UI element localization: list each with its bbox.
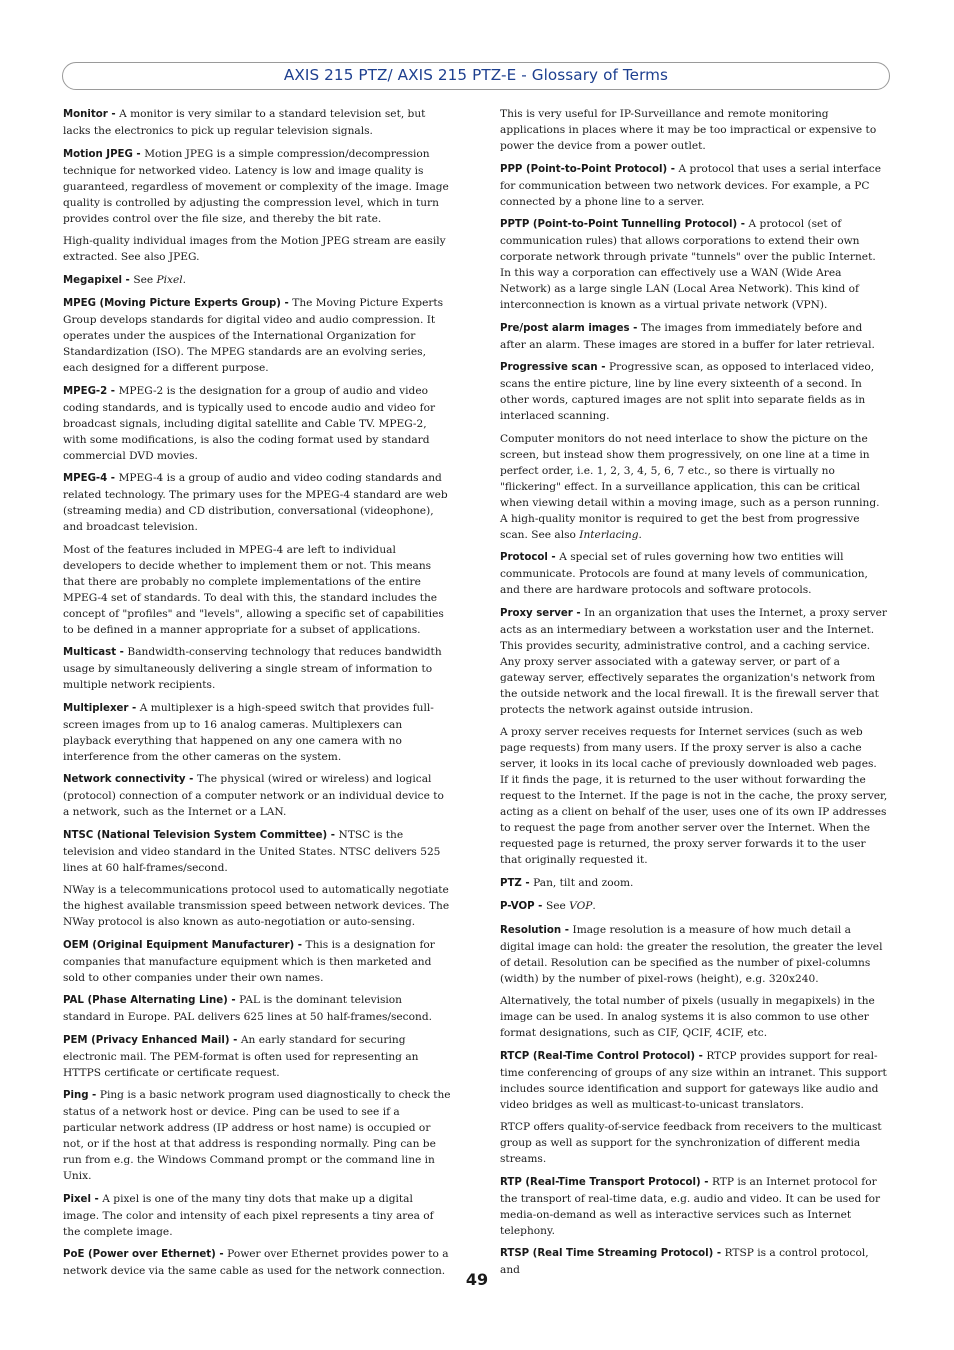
glossary-definition: MPEG-2 is the designation for a group of audio and video coding standards, and is typically used to encode audio and video for broadcast signals, including digital satellite and Cable TV. MPEG-2, with some modifications, is also the coding format used by standard commercial DVD movies. xyxy=(63,384,436,462)
glossary-entry xyxy=(500,161,888,210)
glossary-definition: High-quality individual images from the Motion JPEG stream are easily extracted. See also JPEG. xyxy=(63,235,446,263)
glossary-definition: RTCP offers quality-of-service feedback from receivers to the multicast group as well as support for the synchronization of different media streams. xyxy=(500,1121,882,1165)
glossary-entry xyxy=(500,549,888,598)
term-separator: - xyxy=(280,298,293,309)
glossary-term: Motion JPEG xyxy=(63,148,133,160)
glossary-definition: Pan, tilt and zoom. xyxy=(533,876,634,889)
glossary-definition: See xyxy=(133,273,157,286)
term-separator: - xyxy=(521,877,534,889)
glossary-definition: NWay is a telecommunications protocol used to automatically negotiate the highest available transmission speed between network devices. The NWay protocol is also known as auto-negotiation or auto-sensing. xyxy=(63,884,450,928)
glossary-term: Multiplexer xyxy=(63,702,129,714)
glossary-definition: An early standard for securing electronic mail. The PEM-format is often used for representing an HTTPS certificate or certificate request. xyxy=(63,1033,419,1079)
glossary-term: RTSP (Real Time Streaming Protocol) xyxy=(500,1248,714,1259)
page-number: 49 xyxy=(465,1270,489,1289)
glossary-entry xyxy=(500,320,888,353)
term-separator: - xyxy=(229,1034,241,1046)
glossary-term: MPEG-4 xyxy=(63,473,108,484)
term-separator: - xyxy=(185,774,197,785)
glossary-term: MPEG-2 xyxy=(63,385,108,397)
glossary-term: Multicast xyxy=(63,647,117,658)
glossary-entry xyxy=(63,146,451,227)
definition-tail: . xyxy=(638,528,642,541)
glossary-definition: This is a designation for companies that manufacture equipment which is then marketed and sold to other companies under their own names. xyxy=(63,938,435,984)
glossary-definition: Alternatively, the total number of pixels (usually in megapixels) in the image can be used. In analog systems it is also common to use other format designations, such as CIF, QCIF, 4CIF, etc. xyxy=(500,995,875,1039)
glossary-definition: A protocol (set of communication rules) that allows corporations to extend their own corporate network through private "tunnels" over the public Internet. In this way a corporation can effectively use a WAN (Wide Area Network) as a large single LAN (Local Area Network). This kind of interconnection is known as a virtual private network (VPN). xyxy=(500,218,876,311)
glossary-entry xyxy=(63,542,451,638)
glossary-definition: A protocol that uses a serial interface for communication between two network devices. For example, a PC connected by a phone line to a server. xyxy=(500,162,881,208)
glossary-definition: MPEG-4 is a group of audio and video coding standards and related technology. The primary uses for the MPEG-4 standard are web (streaming media) and CD distribution, conversational (videophone), and broadcast television. xyxy=(63,472,448,533)
glossary-definition: A multiplexer is a high-speed switch that provides full-screen images from up to 16 analog cameras. Multiplexers can playback everything that happened on any one camera with no interference from the other cameras on the system. xyxy=(63,701,434,763)
glossary-term: NTSC (National Television System Committee) xyxy=(63,829,328,841)
glossary-term: P-VOP xyxy=(500,901,535,912)
glossary-entry xyxy=(63,882,451,930)
left-column xyxy=(63,106,451,1286)
glossary-definition: The Moving Picture Experts Group develops standards for digital video and audio compression. It operates under the auspices of the International Organization for Standardization (ISO). The MPEG standards are an evolving series, each designed for a different purpose. xyxy=(63,297,444,374)
term-separator: - xyxy=(294,939,306,951)
glossary-definition: The images from immediately before and after an alarm. These images are stored in a buffer for later retrieval. xyxy=(500,321,875,351)
term-separator: - xyxy=(215,1249,228,1260)
glossary-term: Proxy server xyxy=(500,607,573,619)
term-separator: - xyxy=(107,385,119,397)
term-separator: - xyxy=(121,274,134,286)
term-separator: - xyxy=(737,219,749,230)
glossary-definition: A monitor is very similar to a standard television set, but lacks the electronics to pick up regular television signals. xyxy=(63,108,426,137)
glossary-term: Ping xyxy=(63,1090,89,1101)
glossary-definition: Computer monitors do not need interlace to show the picture on the screen, but instead show them progressively, on one line at a time in perfect order, i.e. 1, 2, 3, 4, 5, 6, 7 etc., so there is virtually no "flickering" effect. In a surveillance application, this can be critical when viewing detail within a moving image, such as a person running. A high-quality monitor is required to get the best from progressive scan. See also xyxy=(500,432,880,541)
term-separator: - xyxy=(695,1050,707,1062)
glossary-definition: Progressive scan, as opposed to interlaced video, scans the entire picture, line by line every sixteenth of a second. In other words, captured images are not split into separate fields as in interlaced scanning. xyxy=(500,361,875,422)
term-separator: - xyxy=(597,362,609,373)
glossary-entry xyxy=(500,1119,888,1167)
glossary-entry xyxy=(500,605,888,718)
glossary-entry xyxy=(500,1174,888,1239)
cross-reference: Interlacing xyxy=(579,528,639,541)
glossary-entry xyxy=(63,272,451,289)
glossary-term: Megapixel xyxy=(63,274,122,286)
cross-reference: VOP xyxy=(569,900,593,912)
term-separator: - xyxy=(561,924,573,936)
glossary-definition: Most of the features included in MPEG-4 are left to individual developers to decide whether to implement them or not. This means that there are probably no complete implementations of the entire MPEG-4 set of standards. To deal with this, the standard includes the concept of "profiles" and "levels", allowing a specific set of capabilities to be defined in a manner appropriate for a subset of applications. xyxy=(63,543,444,636)
right-column xyxy=(500,106,888,1285)
term-separator: - xyxy=(629,322,641,334)
term-separator: - xyxy=(132,148,145,160)
term-separator: - xyxy=(107,473,119,484)
glossary-definition: RTSP is a control protocol, and xyxy=(500,1247,869,1276)
glossary-entry xyxy=(500,431,888,543)
glossary-definition: A pixel is one of the many tiny dots that make up a digital image. The color and intensity of each pixel represents a tiny area of the complete image. xyxy=(63,1192,434,1238)
glossary-definition: Ping is a basic network program used diagnostically to check the status of a network host or device. Ping can be used to see if a particular network address (IP address or host name) is occupied or not, or if the host at that address is responding normally. Ping can be run from e.g. the Windows Command prompt or the command line in Unix. xyxy=(63,1089,451,1182)
glossary-entry xyxy=(500,922,888,987)
glossary-definition: Motion JPEG is a simple compression/decompression technique for networked video. Latency is low and image quality is guaranteed, regardless of movement or complexity of the image. Image quality is controlled by adjusting the compression level, which in turn provides control over the file size, and thereby the bit rate. xyxy=(63,147,449,225)
glossary-definition: Bandwidth-conserving technology that reduces bandwidth usage by simultaneously delivering a single stream of information to multiple network recipients. xyxy=(63,646,442,691)
glossary-entry xyxy=(63,992,451,1025)
term-separator: - xyxy=(90,1193,103,1205)
glossary-definition: This is very useful for IP-Surveillance and remote monitoring applications in places where it may be too impractical or expensive to power the device from a power outlet. xyxy=(500,108,877,152)
term-separator: - xyxy=(227,995,240,1006)
glossary-definition: RTCP provides support for real-time conferencing of groups of any size within an intranet. This support includes source identification and support for gateways like audio and video bridges as well as multicast-to-unicast translators. xyxy=(500,1049,887,1111)
definition-tail: . xyxy=(182,273,187,286)
term-separator: - xyxy=(547,552,560,563)
glossary-term: PPTP (Point-to-Point Tunnelling Protocol) xyxy=(500,219,738,230)
term-separator: - xyxy=(572,607,585,619)
glossary-definition: RTP is an Internet protocol for the transport of real-time data, e.g. audio and video. It can be used for media-on-demand as well as interactive services such as Internet telephony. xyxy=(500,1175,881,1237)
glossary-entry xyxy=(500,993,888,1041)
glossary-entry xyxy=(63,383,451,464)
glossary-term: Protocol xyxy=(500,552,548,563)
glossary-entry xyxy=(63,295,451,376)
glossary-definition: NTSC is the television and video standard in the United States. NTSC delivers 525 lines at 60 half-frames/second. xyxy=(63,828,441,874)
glossary-term: Network connectivity xyxy=(63,774,186,785)
glossary-term: MPEG (Moving Picture Experts Group) xyxy=(63,298,281,309)
glossary-entry xyxy=(63,1032,451,1081)
glossary-term: PoE (Power over Ethernet) xyxy=(63,1249,216,1260)
glossary-entry xyxy=(63,937,451,986)
glossary-term: OEM (Original Equipment Manufacturer) xyxy=(63,939,295,951)
glossary-entry xyxy=(500,875,888,892)
cross-reference: Pixel xyxy=(156,273,183,286)
term-separator: - xyxy=(534,901,546,912)
glossary-term: PTZ xyxy=(500,877,522,889)
glossary-term: PEM (Privacy Enhanced Mail) xyxy=(63,1034,230,1046)
glossary-definition: The physical (wired or wireless) and logical (protocol) connection of a computer network or an individual device to a network, such as the Internet or a LAN. xyxy=(63,773,444,818)
term-separator: - xyxy=(713,1248,725,1259)
glossary-term: Pre/post alarm images xyxy=(500,322,630,334)
glossary-term: Resolution xyxy=(500,924,562,936)
glossary-term: RTP (Real-Time Transport Protocol) xyxy=(500,1176,701,1188)
glossary-term: Pixel xyxy=(63,1193,91,1205)
glossary-term: Monitor xyxy=(63,109,108,120)
glossary-entry xyxy=(63,1087,451,1184)
term-separator: - xyxy=(116,647,128,658)
glossary-entry xyxy=(500,359,888,424)
glossary-entry xyxy=(500,1048,888,1113)
glossary-entry xyxy=(500,106,888,154)
glossary-term: Progressive scan xyxy=(500,362,598,373)
glossary-entry xyxy=(63,106,451,139)
glossary-entry xyxy=(63,1191,451,1240)
glossary-definition: A proxy server receives requests for Internet services (such as web page requests) from many users. If the proxy server is also a cache server, it looks in its local cache of previously downloaded web pages. If it finds the page, it is returned to the user without forwarding the request to the Internet. If the page is not in the cache, the proxy server, acting as a client on behalf of the user, uses one of its own IP addresses to request the page from another server over the Internet. When the requested page is returned, the proxy server forwards it to the user that originally requested it. xyxy=(500,726,888,866)
glossary-entry xyxy=(500,216,888,313)
glossary-term: PAL (Phase Alternating Line) xyxy=(63,995,228,1006)
definition-tail: . xyxy=(592,900,596,912)
glossary-definition: A special set of rules governing how two entities will communicate. Protocols are found at many levels of communication, and there are hardware protocols and software protocols. xyxy=(500,551,868,596)
glossary-definition: Image resolution is a measure of how much detail a digital image can hold: the greater the resolution, the greater the level of detail. Resolution can be specified as the number of pixel-columns (width) by the number of pixel-rows (height), e.g. 320x240. xyxy=(500,923,883,985)
term-separator: - xyxy=(667,163,679,175)
glossary-definition: In an organization that uses the Internet, a proxy server acts as an intermediary between a workstation user and the Internet. This provides security, administrative control, and a caching service. Any proxy server associated with a gateway server, or part of a gateway server, effectively separates the organization's network from the outside network and the local firewall. It is the firewall server that protects the network against outside intrusion. xyxy=(500,606,887,716)
glossary-definition: PAL is the dominant television standard in Europe. PAL delivers 625 lines at 50 half-frames/second. xyxy=(63,994,432,1023)
glossary-definition: See xyxy=(545,900,570,912)
glossary-entry xyxy=(63,470,451,535)
term-separator: - xyxy=(327,829,339,841)
glossary-entry xyxy=(63,827,451,876)
glossary-definition: Power over Ethernet provides power to a network device via the same cable as used for the network connection. xyxy=(63,1248,449,1277)
glossary-term: PPP (Point-to-Point Protocol) xyxy=(500,163,668,175)
glossary-entry xyxy=(63,700,451,765)
page-header xyxy=(62,62,890,90)
term-separator: - xyxy=(128,702,140,714)
glossary-entry xyxy=(63,771,451,820)
glossary-entry xyxy=(63,233,451,265)
glossary-term: RTCP (Real-Time Control Protocol) xyxy=(500,1050,696,1062)
term-separator: - xyxy=(700,1176,713,1188)
glossary-entry xyxy=(63,644,451,693)
glossary-entry xyxy=(500,724,888,868)
glossary-entry xyxy=(500,898,888,915)
header-title: AXIS 215 PTZ/ AXIS 215 PTZ-E - Glossary of Terms xyxy=(283,66,669,84)
term-separator: - xyxy=(107,109,120,120)
term-separator: - xyxy=(88,1090,100,1101)
